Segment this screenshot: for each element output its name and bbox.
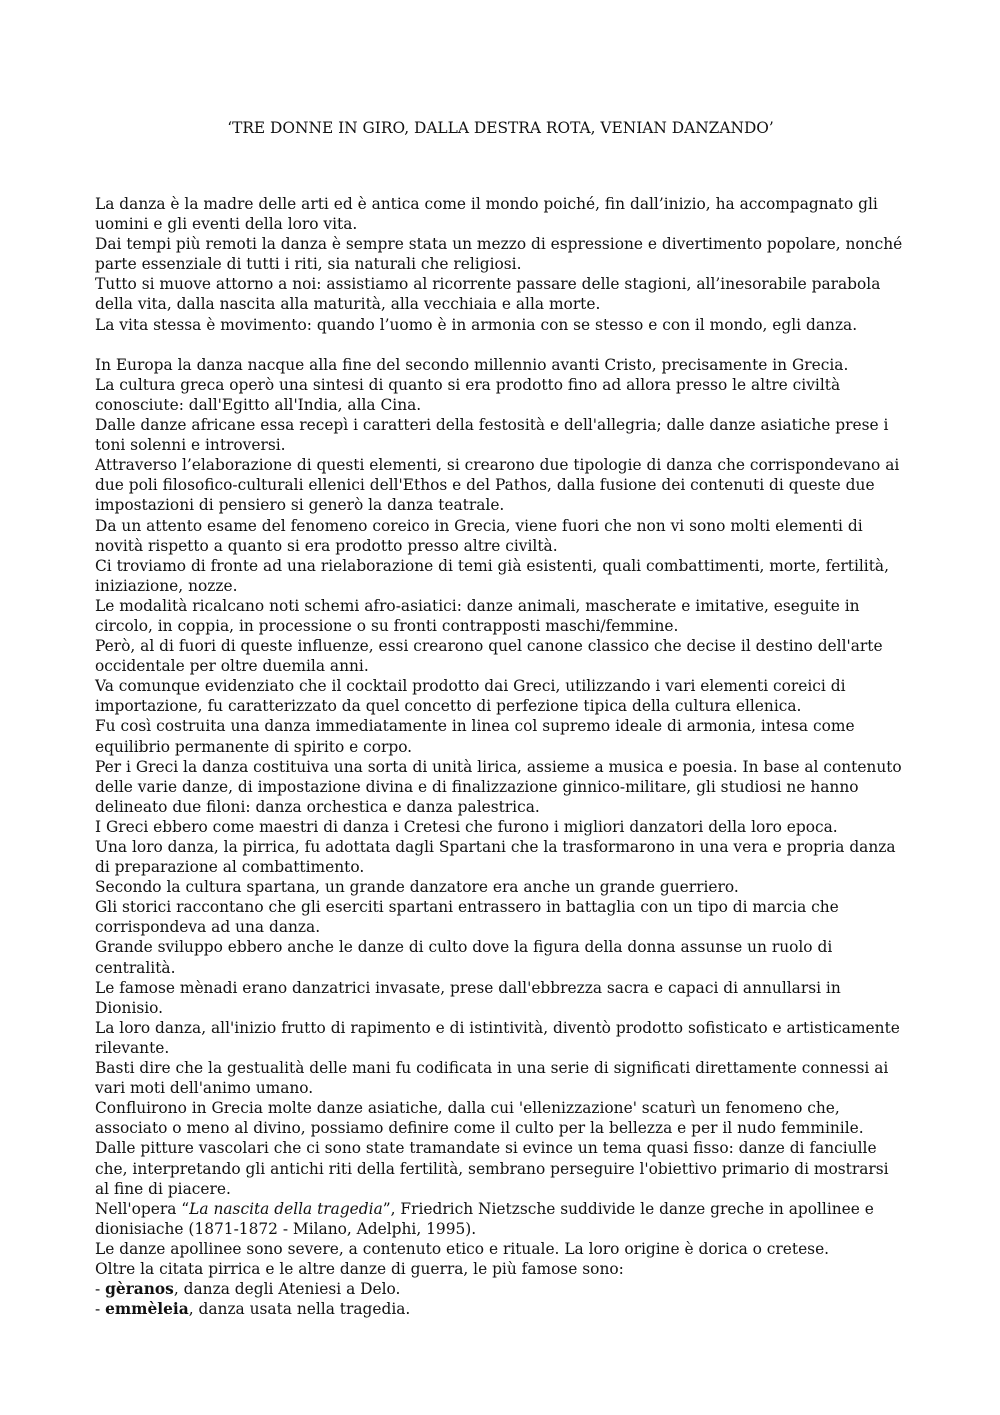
list-term: gèranos [105,1280,174,1299]
text-run: ”, Friedrich Nietzsche suddivide le danze greche in apollinee e dionisiache (1871-1872 - Milano, Adelphi, 1995). [95,1199,874,1238]
paragraph-gap [95,335,906,355]
paragraph: Dalle danze africane essa recepì i caratteri della festosità e dell'allegria; dalle danze asiatiche prese i toni solenni e introversi. [95,416,889,455]
paragraph: Attraverso l’elaborazione di questi elementi, si crearono due tipologie di danza che corrispondevano ai due poli filosofico-culturali ellenici dell'Ethos e del Pathos, dalla fusione dei contenuti di queste due impostazioni di pensiero si generò la danza teatrale. [95,456,900,515]
paragraph: Le famose mènadi erano danzatrici invasate, prese dall'ebbrezza sacra e capaci di annullarsi in Dionisio. [95,978,841,1017]
paragraph: La cultura greca operò una sintesi di quanto si era prodotto fino ad allora presso le altre civiltà conosciute: dall'Egitto all'India, alla Cina. [95,375,841,414]
list-text: , danza usata nella tragedia. [188,1300,411,1319]
paragraph: Tutto si muove attorno a noi: assistiamo al ricorrente passare delle stagioni, all’inesorabile parabola della vita, dalla nascita alla maturità, alla vecchiaia e alla morte. [95,275,881,314]
paragraph: I Greci ebbero come maestri di danza i Cretesi che furono i migliori danzatori della loro epoca. [95,817,838,836]
paragraph: Dai tempi più remoti la danza è sempre stata un mezzo di espressione e divertimento popolare, nonché parte essenziale di tutti i riti, sia naturali che religiosi. [95,235,903,274]
paragraph: Secondo la cultura spartana, un grande danzatore era anche un grande guerriero. [95,878,739,897]
paragraph: Una loro danza, la pirrica, fu adottata dagli Spartani che la trasformarono in una vera e propria danza di preparazione al combattimento. [95,838,896,877]
paragraph: In Europa la danza nacque alla fine del secondo millennio avanti Cristo, precisamente in Grecia. [95,355,849,374]
book-title: La nascita della tragedia [189,1199,383,1218]
paragraph: Però, al di fuori di queste influenze, essi crearono quel canone classico che decise il destino dell'arte occidentale per oltre duemila anni. [95,637,883,676]
text-run: Nell'opera “ [95,1199,190,1218]
paragraph: La loro danza, all'inizio frutto di rapimento e di istintività, diventò prodotto sofisticato e artisticamente rilevante. [95,1018,900,1057]
list-bullet: - [95,1300,106,1319]
list-term: emmèleia [105,1300,189,1319]
document-title: ‘TRE DONNE IN GIRO, DALLA DESTRA ROTA, VENIAN DANZANDO’ [227,119,774,137]
paragraph-nietzsche [95,1199,906,1239]
paragraph: Fu così costruita una danza immediatamente in linea col supremo ideale di armonia, intesa come equilibrio permanente di spirito e corpo. [95,717,855,756]
list-item [95,1299,906,1319]
paragraph: Dalle pitture vascolari che ci sono state tramandate si evince un tema quasi fisso: danze di fanciulle che, interpretando gli antichi riti della fertilità, sembrano perseguire l'obiettivo primario di mostrarsi al fine di piacere. [95,1139,889,1198]
list-text: , danza degli Ateniesi a Delo. [173,1280,401,1299]
list-item [95,1279,906,1299]
paragraph: Le modalità ricalcano noti schemi afro-asiatici: danze animali, mascherate e imitative, eseguite in circolo, in coppia, in processione o su fronti contrapposti maschi/femmine. [95,596,860,635]
paragraph: Confluirono in Grecia molte danze asiatiche, dalla cui 'ellenizzazione' scaturì un fenomeno che, associato o meno al divino, possiamo definire come il culto per la bellezza e per il nudo femminile. [95,1099,864,1138]
paragraph: Ci troviamo di fronte ad una rielaborazione di temi già esistenti, quali combattimenti, morte, fertilità, iniziazione, nozze. [95,556,889,595]
paragraph: Grande sviluppo ebbero anche le danze di culto dove la figura della donna assunse un ruolo di centralità. [95,938,833,977]
paragraph: Da un attento esame del fenomeno coreico in Grecia, viene fuori che non vi sono molti elementi di novità rispetto a quanto si era prodotto presso altre civiltà. [95,516,863,555]
list-bullet: - [95,1280,106,1299]
section-greece [95,355,906,1320]
paragraph: Le danze apollinee sono severe, a contenuto etico e rituale. La loro origine è dorica o cretese. [95,1239,830,1258]
paragraph: La danza è la madre delle arti ed è antica come il mondo poiché, fin dall’inizio, ha accompagnato gli uomini e gli eventi della loro vita. [95,195,878,234]
paragraph: Gli storici raccontano che gli eserciti spartani entrassero in battaglia con un tipo di marcia che corrispondeva ad una danza. [95,898,839,937]
paragraph: La vita stessa è movimento: quando l’uomo è in armonia con se stesso e con il mondo, egli danza. [95,315,858,334]
paragraph: Va comunque evidenziato che il cocktail prodotto dai Greci, utilizzando i vari elementi coreici di importazione, fu caratterizzato da quel concetto di perfezione tipica della cultura ellenica. [95,677,846,716]
paragraph: Basti dire che la gestualità delle mani fu codificata in una serie di significati direttamente connessi ai vari moti dell'animo umano. [95,1059,889,1098]
section-intro [95,194,906,335]
paragraph: Oltre la citata pirrica e le altre danze di guerra, le più famose sono: [95,1259,624,1278]
paragraph: Per i Greci la danza costituiva una sorta di unità lirica, assieme a musica e poesia. In base al contenuto delle varie danze, di impostazione divina e di finalizzazione ginnico-militare, gli studiosi ne hanno delineato due filoni: danza orchestica e danza palestrica. [95,757,902,816]
